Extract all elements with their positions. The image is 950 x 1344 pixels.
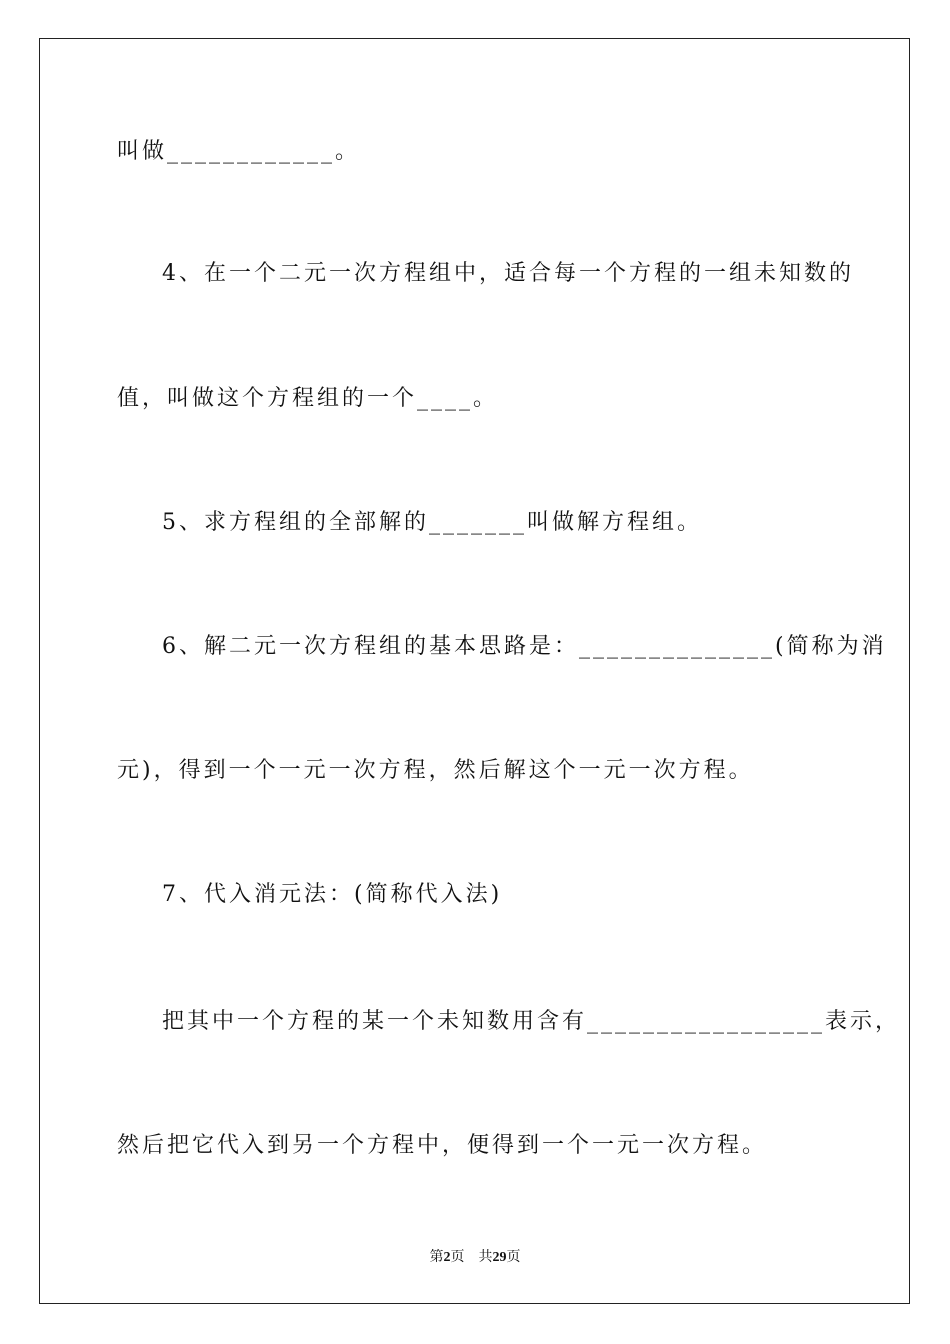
page-footer xyxy=(0,1248,950,1267)
text-line-8: 把其中一个方程的某一个未知数用含有_________________表示， xyxy=(162,1009,901,1034)
text-line-9: 然后把它代入到另一个方程中，便得到一个一元一次方程。 xyxy=(117,1133,768,1158)
text-line-3: 值，叫做这个方程组的一个____。 xyxy=(117,386,499,411)
footer-total-prefix: 共 xyxy=(478,1249,493,1265)
footer-page-unit: 页 xyxy=(450,1249,465,1265)
footer-total-pages: 29 xyxy=(492,1250,507,1265)
page-frame xyxy=(39,38,910,1304)
text-line-5: 6、解二元一次方程组的基本思路是：______________(简称为消 xyxy=(162,634,887,659)
footer-current-page: 2 xyxy=(443,1250,451,1265)
text-line-6: 元)，得到一个一元一次方程，然后解这个一元一次方程。 xyxy=(117,758,754,783)
footer-total-unit: 页 xyxy=(506,1249,521,1265)
footer-prefix: 第 xyxy=(429,1249,444,1265)
text-line-1: 叫做____________。 xyxy=(117,139,361,164)
text-line-7: 7、代入消元法：(简称代入法) xyxy=(162,882,503,907)
text-line-2: 4、在一个二元一次方程组中，适合每一个方程的一组未知数的 xyxy=(162,261,854,286)
text-line-4: 5、求方程组的全部解的_______叫做解方程组。 xyxy=(162,510,702,535)
